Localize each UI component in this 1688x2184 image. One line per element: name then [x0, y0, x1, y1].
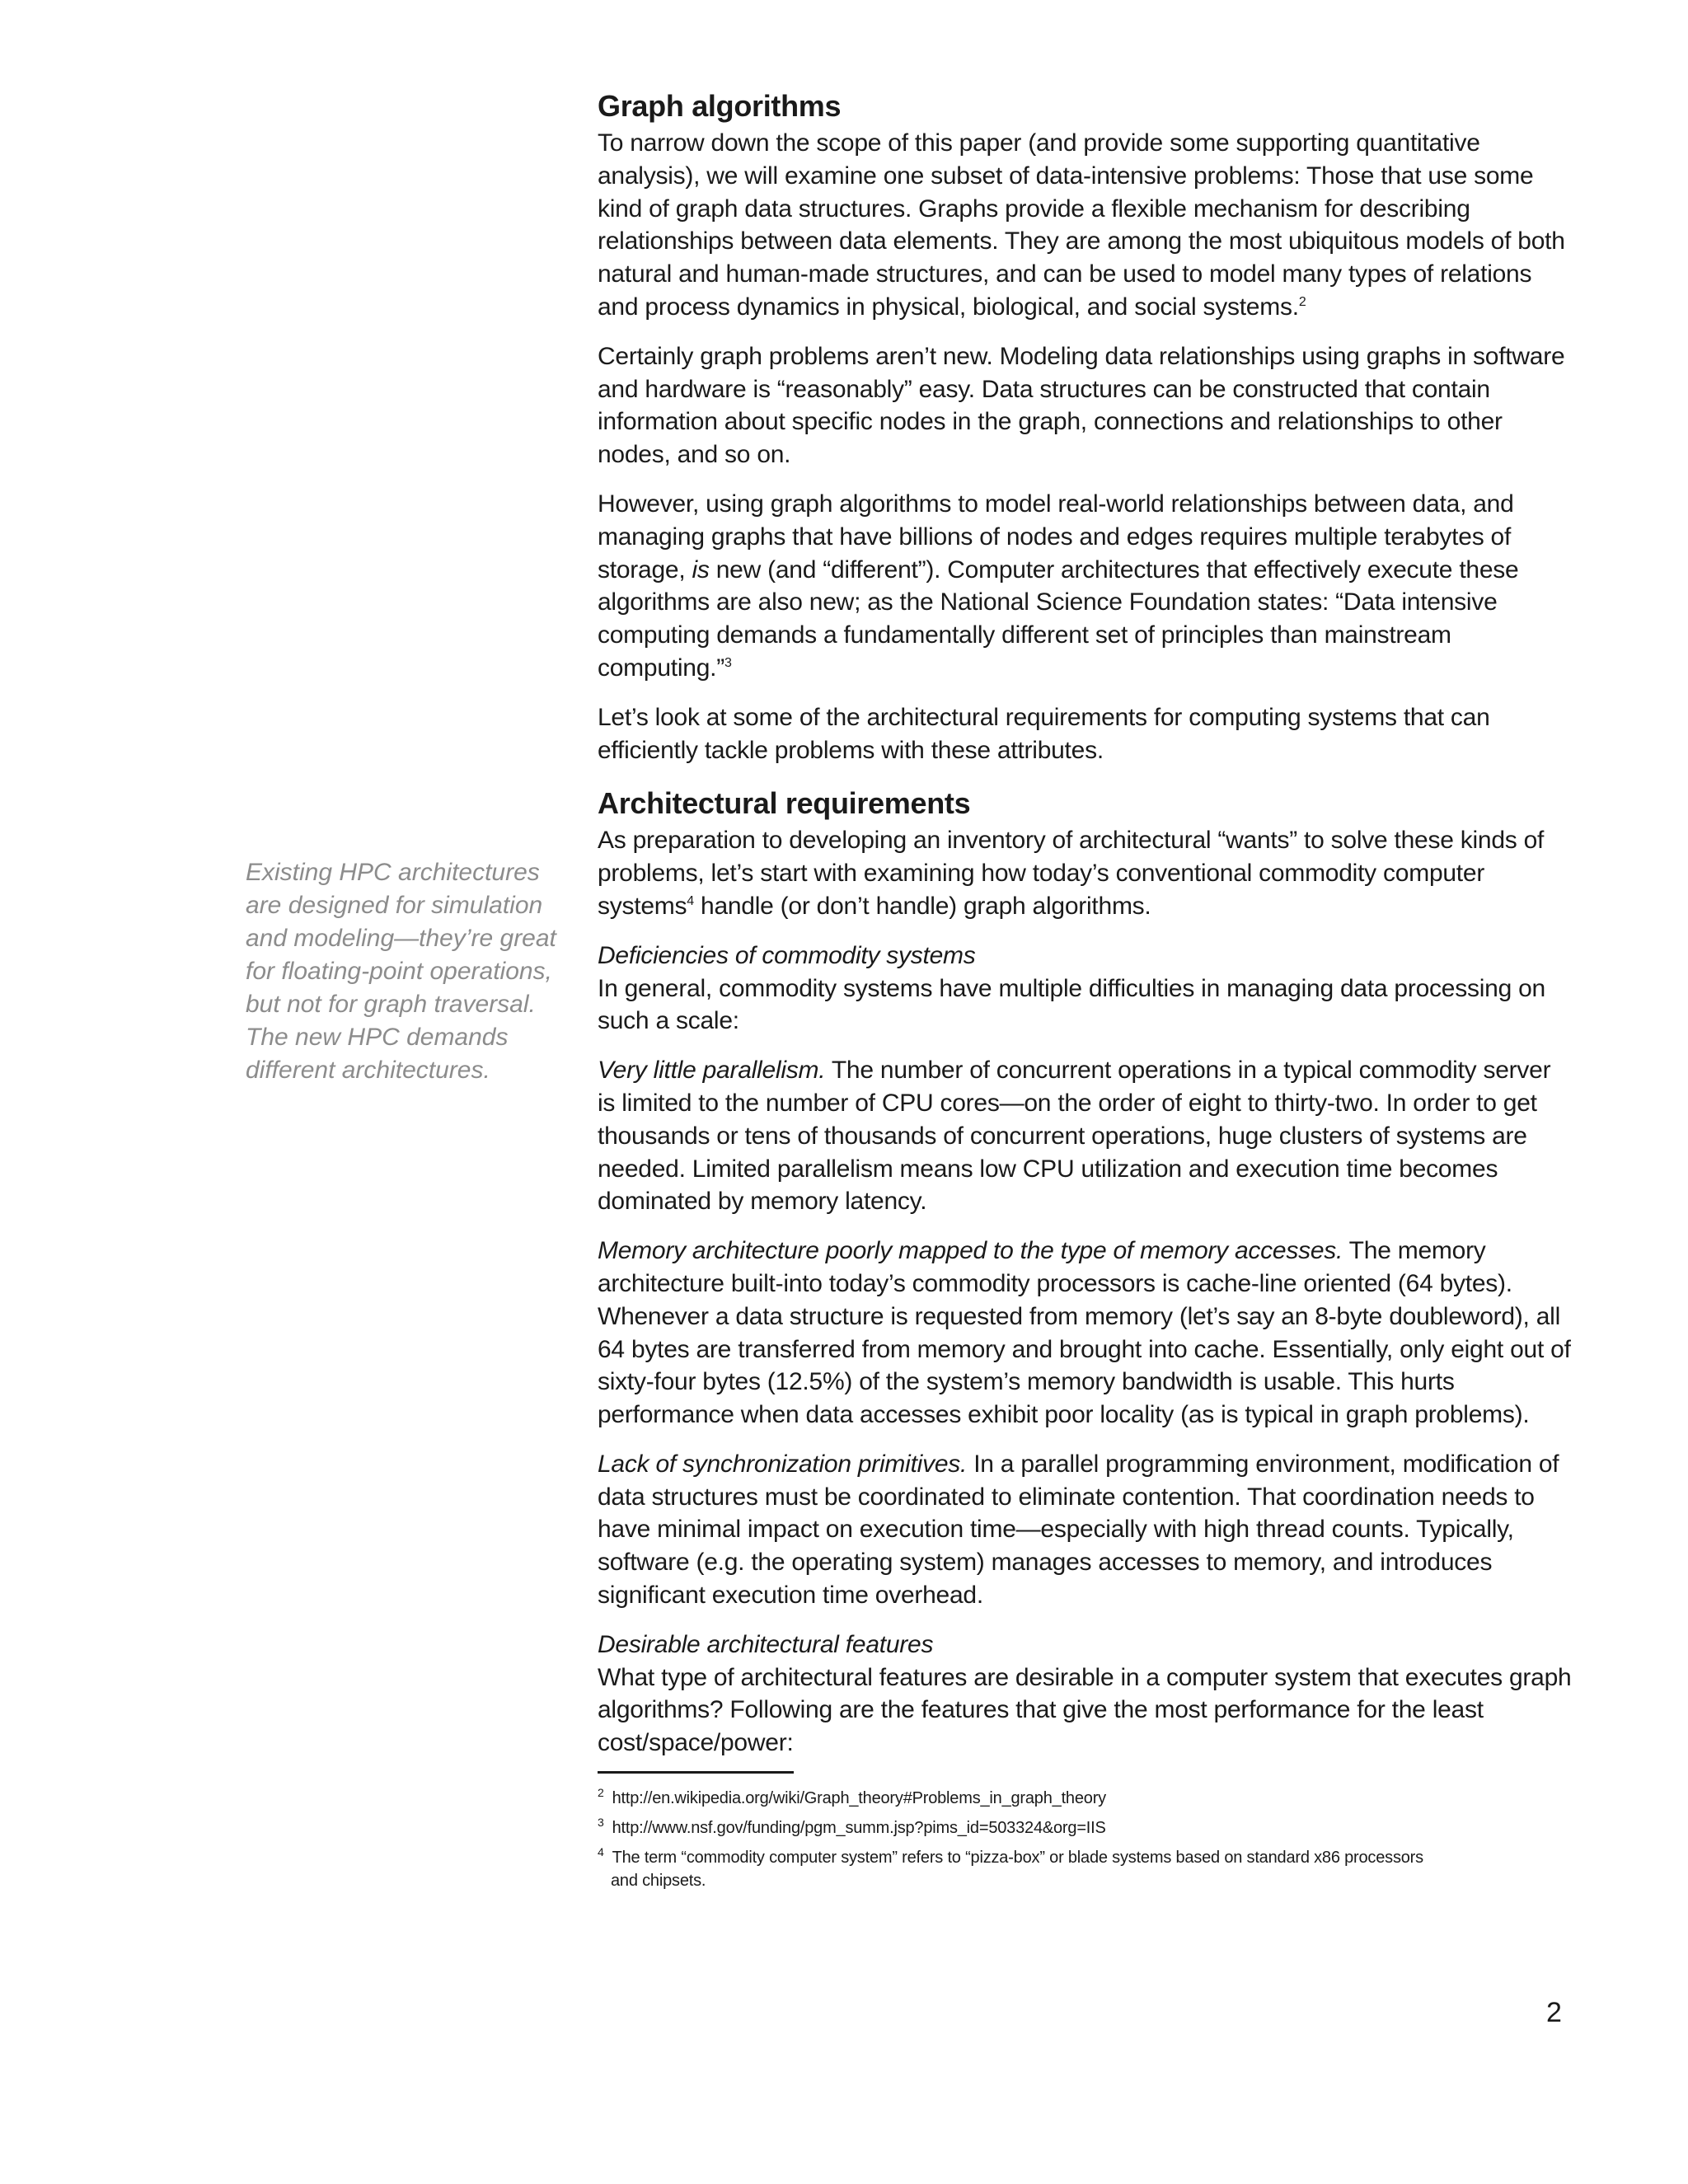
section-architectural-requirements [598, 783, 1574, 1760]
paragraph: What type of architectural features are desirable in a computer system that executes graph algorithms? Following are the features that give the most performance for the least cost/space/power: [598, 1663, 1572, 1757]
footnote-text-continued: and chipsets. [611, 1872, 706, 1891]
deficiency-lead: Memory architecture poorly mapped to the type of memory accesses. [598, 1237, 1343, 1265]
footnote [598, 1816, 1574, 1840]
footnote-number: 2 [598, 1786, 604, 1800]
deficiency-memory [598, 1235, 1574, 1432]
footnote-ref[interactable]: 3 [724, 655, 732, 670]
subheading-desirable-features: Desirable architectural features [598, 1630, 934, 1658]
paragraph-text: As preparation to developing an inventory of architectural “wants” to solve these kinds of problems, let’s start with examining how today’s conventional commodity computer systems [598, 827, 1545, 920]
footnotes [598, 1787, 1574, 1892]
heading-architectural-requirements: Architectural requirements [598, 786, 971, 821]
footnote-divider [598, 1771, 794, 1774]
paragraph-text: handle (or don’t handle) graph algorithms. [693, 892, 1151, 920]
footnote-ref[interactable]: 4 [687, 893, 694, 908]
footnote [598, 1846, 1574, 1892]
deficiency-text: The number of concurrent operations in a typical commodity server is limited to the number of CPU cores—on the order of eight to thirty-two. In order to get thousands or tens of thousands of concurrent operations, huge clusters of systems are needed. Limited parallelism means low CPU utilization and execution time becomes dominated by memory latency. [598, 1057, 1551, 1216]
footnote-number: 3 [598, 1816, 604, 1830]
footnote [598, 1787, 1574, 1810]
deficiency-text: The memory architecture built-into today’s commodity processors is cache-line oriented (64 bytes). Whenever a data structure is requested from memory (let’s say an 8-byte doubleword), all 64 bytes are transferred from memory and brought into cache. Essentially, only eight out of sixty-four bytes (12.5%) of the system’s memory bandwidth is usable. This hurts performance when data accesses exhibit poor locality (as is typical in graph problems). [598, 1237, 1571, 1429]
emphasis: is [692, 555, 710, 583]
footnote-link[interactable]: http://www.nsf.gov/funding/pgm_summ.jsp?pims_id=503324&org=IIS [612, 1819, 1106, 1838]
paragraph [598, 488, 1574, 685]
subheading-deficiencies: Deficiencies of commodity systems [598, 941, 976, 969]
paragraph-text: new (and “different”). Computer architectures that effectively execute these algorithms are also new; as the National Science Foundation states: “Data intensive computing demands a fundamentally different set of principles than mainstream computing.” [598, 555, 1519, 682]
paragraph-text: To narrow down the scope of this paper (and provide some supporting quantitative analysis), we will examine one subset of data-intensive problems: Those that use some kind of graph data structures. Graphs provide a flexible mechanism for describing relationships between data elements. They are among the most ubiquitous models of both natural and human-made structures, and can be used to model many types of relations and process dynamics in physical, biological, and social systems. [598, 129, 1565, 321]
heading-graph-algorithms: Graph algorithms [598, 89, 842, 123]
sidebar-pull-quote: Existing HPC architectures are designed for simulation and modeling—they’re great for floating-point operations, but not for graph traversal. The new HPC demands different architectures. [246, 859, 556, 1084]
paragraph [598, 127, 1574, 324]
footnote-number: 4 [598, 1845, 604, 1859]
footnote-ref[interactable]: 2 [1298, 294, 1306, 309]
deficiency-lead: Very little parallelism. [598, 1057, 826, 1085]
paragraph: Certainly graph problems aren’t new. Modeling data relationships using graphs in software and hardware is “reasonably” easy. Data structures can be constructed that contain information about specific nodes in the graph, connections and relationships to other nodes, and so on. [598, 342, 1565, 469]
footnote-link[interactable]: http://en.wikipedia.org/wiki/Graph_theory#Problems_in_graph_theory [612, 1789, 1106, 1808]
paragraph: Let’s look at some of the architectural requirements for computing systems that can efficiently tackle problems with these attributes. [598, 703, 1490, 764]
deficiency-parallelism [598, 1054, 1574, 1218]
paragraph [598, 824, 1574, 922]
deficiency-lead: Lack of synchronization primitives. [598, 1450, 968, 1478]
deficiency-synchronization [598, 1448, 1574, 1612]
section-graph-algorithms [598, 86, 1574, 766]
paragraph-text: However, using graph algorithms to model real-world relationships between data, and managing graphs that have billions of nodes and edges requires multiple terabytes of storage, [598, 490, 1514, 583]
footnote-text: The term “commodity computer system” refers to “pizza-box” or blade systems based on standard x86 processors [612, 1849, 1423, 1868]
paragraph: In general, commodity systems have multiple difficulties in managing data processing on such a scale: [598, 974, 1545, 1035]
deficiency-text: In a parallel programming environment, modification of data structures must be coordinated to eliminate contention. That coordination needs to have minimal impact on execution time—especially with high thread counts. Typically, software (e.g. the operating system) manages accesses to memory, and introduces significant execution time overhead. [598, 1450, 1559, 1610]
main-content [598, 86, 1574, 1899]
page-number: 2 [1546, 1997, 1562, 2028]
